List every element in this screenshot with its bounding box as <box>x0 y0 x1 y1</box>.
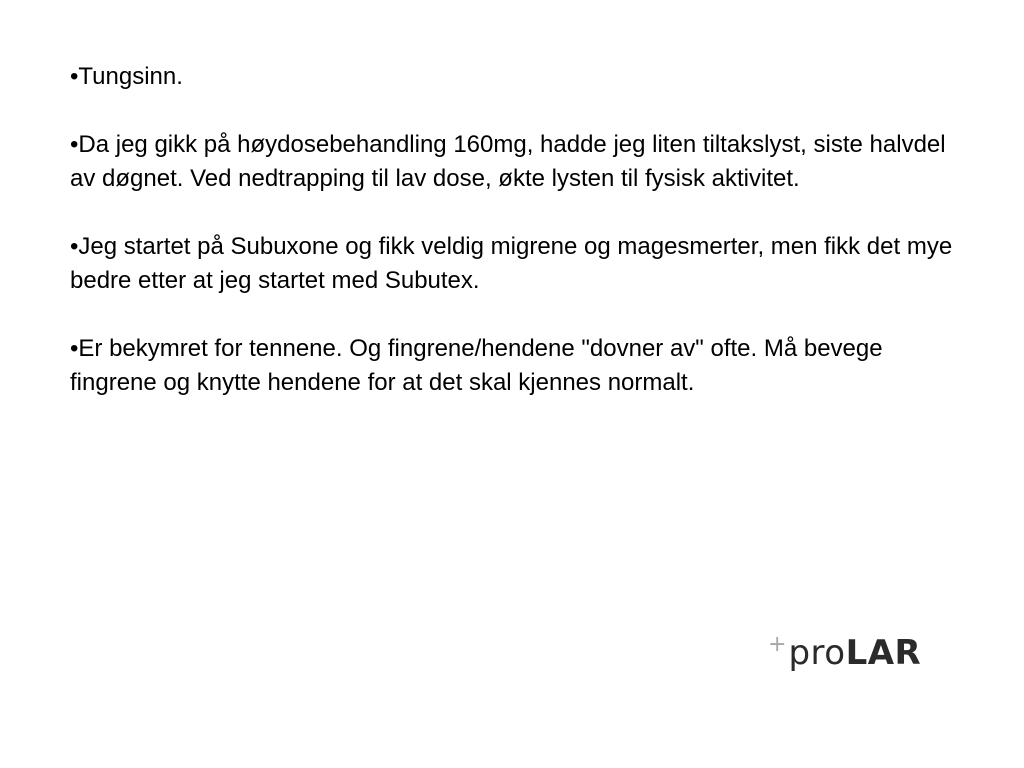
bullet-item: •Jeg startet på Subuxone og fikk veldig migrene og magesmerter, men fikk det mye bedre etter at jeg startet med Subutex. <box>70 233 953 294</box>
bullet-item: •Da jeg gikk på høydosebehandling 160mg, hadde jeg liten tiltakslyst, siste halvdel av døgnet. Ved nedtrapping til lav dose, økte lysten til fysisk aktivitet. <box>70 131 946 192</box>
slide-body <box>70 60 960 434</box>
logo-text-pro: pro <box>788 633 846 673</box>
prolar-logo <box>768 632 921 682</box>
logo-plus-mark: + <box>768 632 787 657</box>
bullet-item: •Er bekymret for tennene. Og fingrene/hendene "dovner av" ofte. Må bevege fingrene og knytte hendene for at det skal kjennes normalt. <box>70 335 883 396</box>
logo-text-lar: LAR <box>845 633 922 673</box>
bullet-item: •Tungsinn. <box>70 63 183 90</box>
